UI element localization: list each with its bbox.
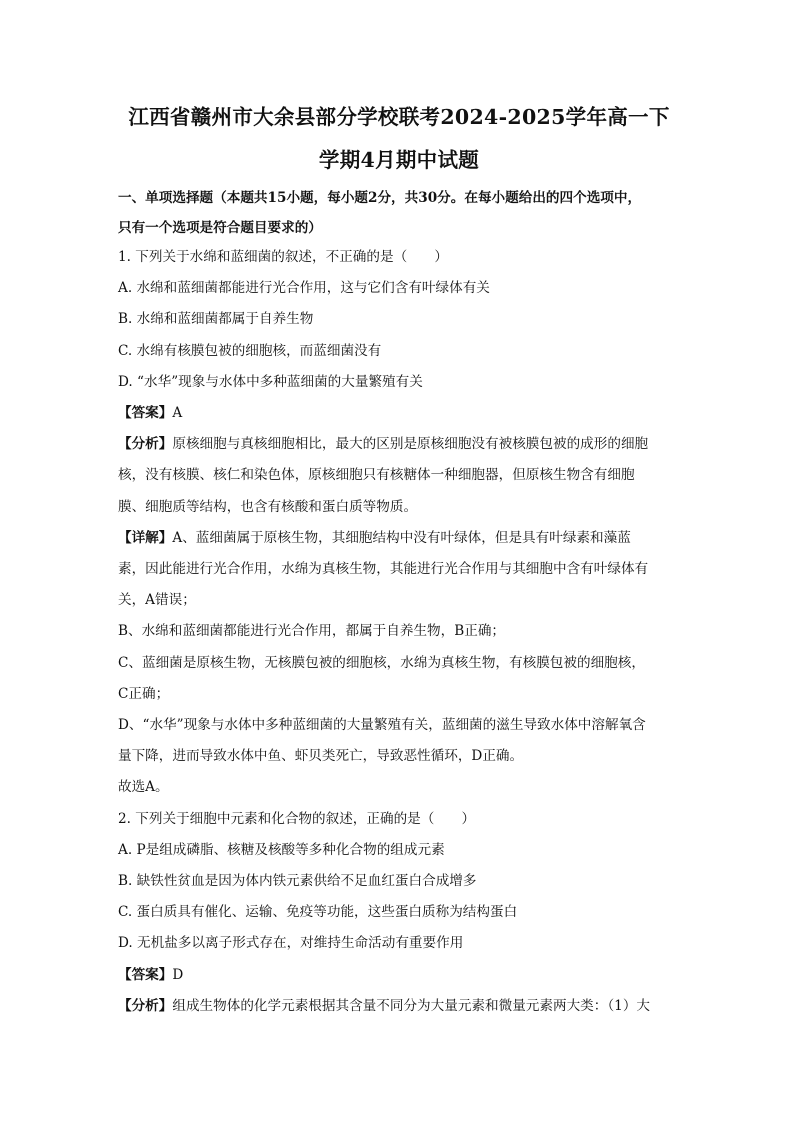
option-a: A. P是组成磷脂、核糖及核酸等多种化合物的组成元素 xyxy=(118,841,445,858)
analysis-line: 膜、细胞质等结构，也含有核酸和蛋白质等物质。 xyxy=(118,498,418,515)
option-c: C. 蛋白质具有催化、运输、免疫等功能，这些蛋白质称为结构蛋白 xyxy=(118,904,518,921)
option-d: D. 无机盐多以离子形式存在，对维持生命活动有重要作用 xyxy=(118,935,464,952)
answer-tag: 【答案】 xyxy=(118,966,173,983)
section-heading xyxy=(118,184,680,242)
analysis-tag: 【分析】 xyxy=(118,436,173,453)
document-page xyxy=(118,96,680,1022)
detail-line: D、“水华”现象与水体中多种蓝细菌的大量繁殖有关，蓝细菌的滋生导致水体中溶解氧含 xyxy=(118,717,646,734)
conclusion: 故选A。 xyxy=(118,779,169,796)
detail-line: B、水绵和蓝细菌都能进行光合作用，都属于自养生物，B正确； xyxy=(118,623,506,640)
question-2 xyxy=(118,804,680,1022)
detail-line: C正确； xyxy=(118,685,170,702)
detail-line: 素，因此能进行光合作用，水绵为真核生物，其能进行光合作用与其细胞中含有叶绿体有 xyxy=(118,561,649,578)
detail-line: 量下降，进而导致水体中鱼、虾贝类死亡，导致恶性循环，D正确。 xyxy=(118,748,524,765)
option-b: B. 水绵和蓝细菌都属于自养生物 xyxy=(118,311,314,328)
answer-value: D xyxy=(172,966,184,983)
analysis-line xyxy=(118,991,680,1022)
section-heading-line-1: 一、单项选择题（本题共15小题，每小题2分，共30分。在每小题给出的四个选项中， xyxy=(118,190,642,206)
answer-tag: 【答案】 xyxy=(118,405,173,422)
option-c: C. 水绵有核膜包被的细胞核，而蓝细菌没有 xyxy=(118,342,382,359)
section-heading-line-2: 只有一个选项是符合题目要求的） xyxy=(118,220,322,236)
detail-line xyxy=(118,523,680,554)
page-title xyxy=(118,96,680,182)
question-stem: 1. 下列关于水绵和蓝细菌的叙述，不正确的是（ ） xyxy=(118,249,448,265)
detail-line: C、蓝细菌是原核生物，无核膜包被的细胞核，水绵为真核生物，有核膜包被的细胞核， xyxy=(118,654,645,671)
analysis-text: 原核细胞与真核细胞相比，最大的区别是原核细胞没有被核膜包被的成形的细胞 xyxy=(172,436,649,453)
title-line-2: 学期4月期中试题 xyxy=(318,148,480,172)
detail-explanation xyxy=(118,523,680,773)
option-b: B. 缺铁性贫血是因为体内铁元素供给不足血红蛋白合成增多 xyxy=(118,873,477,890)
detail-text: A、蓝细菌属于原核生物，其细胞结构中没有叶绿体，但是具有叶绿素和藻蓝 xyxy=(172,529,631,546)
option-d: D. “水华”现象与水体中多种蓝细菌的大量繁殖有关 xyxy=(118,373,423,390)
analysis-line xyxy=(118,429,680,460)
analysis xyxy=(118,429,680,523)
analysis-line: 核，没有核膜、核仁和染色体，原核细胞只有核糖体一种细胞器，但原核生物含有细胞 xyxy=(118,467,635,484)
title-line-1: 江西省赣州市大余县部分学校联考2024-2025学年高一下 xyxy=(128,105,670,129)
analysis-tag: 【分析】 xyxy=(118,997,173,1014)
analysis-text: 组成生物体的化学元素根据其含量不同分为大量元素和微量元素两大类：（1）大 xyxy=(172,997,651,1014)
answer-value: A xyxy=(172,405,183,422)
detail-line: 关，A错误； xyxy=(118,592,196,609)
question-1 xyxy=(118,242,680,804)
answer xyxy=(118,398,680,429)
option-a: A. 水绵和蓝细菌都能进行光合作用，这与它们含有叶绿体有关 xyxy=(118,280,490,297)
question-stem: 2. 下列关于细胞中元素和化合物的叙述，正确的是（ ） xyxy=(118,810,476,827)
detail-tag: 【详解】 xyxy=(118,529,173,546)
answer xyxy=(118,960,680,991)
